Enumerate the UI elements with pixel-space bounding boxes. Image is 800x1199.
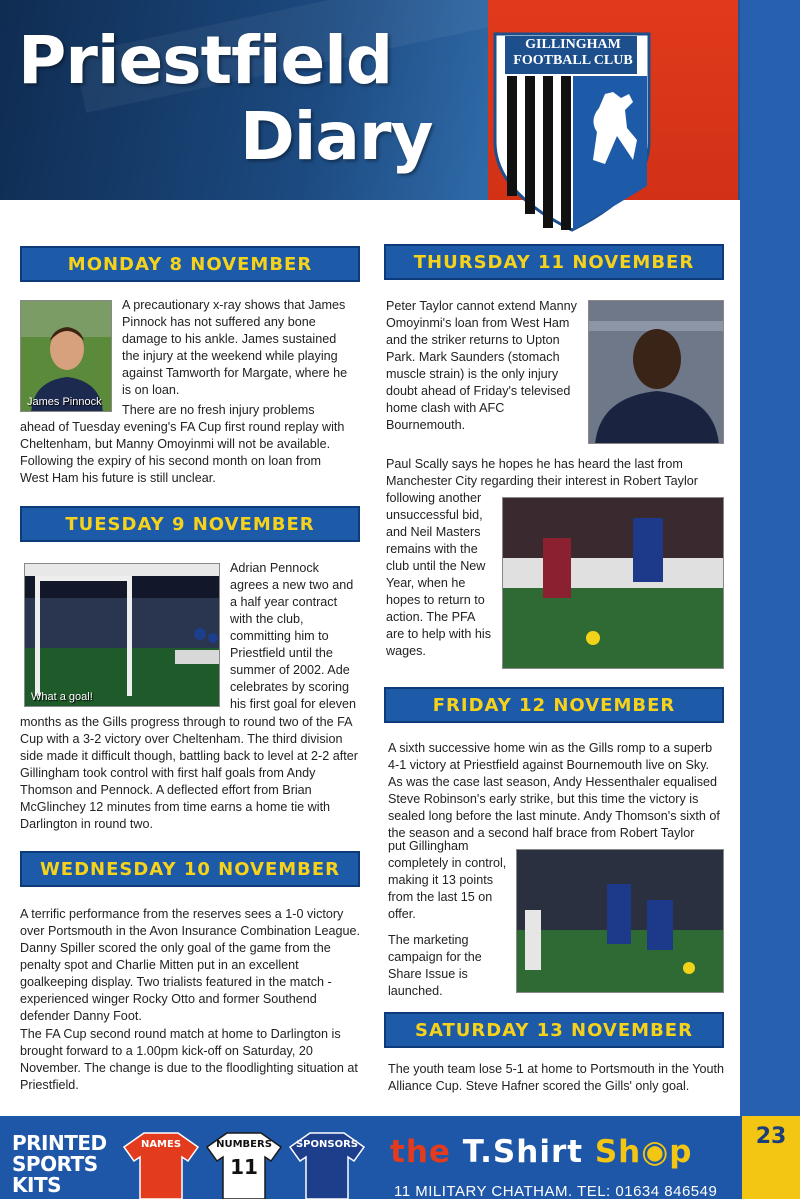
heading-wednesday: WEDNESDAY 10 NOVEMBER <box>20 851 360 887</box>
photo-match-action <box>502 497 724 669</box>
thursday-paragraph-2-side: following another unsuccessful bid, and Neil Masters remains with the club until the New Year, when he hopes to return to action. The PFA are to help with his wages. <box>386 491 492 658</box>
shirt-numbers-label: NUMBERS <box>216 1139 272 1150</box>
match-photo-icon <box>517 850 724 993</box>
shop-tshirt: T.Shirt <box>462 1134 584 1170</box>
page-title-line1: Priestfield <box>18 22 393 99</box>
page-title-line2: Diary <box>240 98 433 175</box>
heading-thursday: THURSDAY 11 NOVEMBER <box>384 244 724 280</box>
monday-paragraph-2: There are no fresh injury problems ahead of Tuesday evening's FA Cup first round replay with Cheltenham, but Manny Omoyinmi will not be available. Following the expiry of his second month on loan from West Ham his future is still unclear. <box>20 403 345 485</box>
kits-line1: PRINTED <box>12 1131 107 1155</box>
crest-line2: FOOTBALL CLUB <box>513 53 633 68</box>
photo-james-pinnock <box>20 300 112 412</box>
wednesday-paragraph-2: The FA Cup second round match at home to Darlington is brought forward to a 1.00pm kick-off on Saturday, 20 November. The change is due to the floodlighting situation at Priestfield. <box>20 1027 358 1092</box>
shop-the: the <box>390 1134 451 1170</box>
match-photo-icon <box>503 498 724 669</box>
thursday-paragraph-2-full: Paul Scally says he hopes he has heard the last from Manchester City regarding their interest in Robert Taylor <box>386 457 698 488</box>
page-number: 23 <box>755 1124 787 1149</box>
printed-sports-kits <box>12 1133 107 1196</box>
heading-friday: FRIDAY 12 NOVEMBER <box>384 687 724 723</box>
thursday-paragraph-1: Peter Taylor cannot extend Manny Omoyinmi's loan from West Ham and the striker returns to Upton Park. Mark Saunders (stomach muscle strain) is the only injury doubt ahead of Friday's televised home clash with AFC Bournemouth. <box>386 299 577 432</box>
wednesday-paragraph-1: A terrific performance from the reserves sees a 1-0 victory over Portsmouth in the Avon Insurance Combination League. Danny Spiller scored the only goal of the game from the penalty spot and Charlie Mitten put in an excellent goalkeeping display. Two trialists featured in the match - experienced winger Rocky Otto and former Southend defender Danny Foot. <box>20 907 361 1023</box>
crest-title <box>506 37 640 69</box>
photo-goal <box>24 563 220 707</box>
shirt-number: 11 <box>230 1155 258 1179</box>
shop-address: 11 MILITARY CHATHAM. TEL: 01634 846549 <box>394 1183 718 1199</box>
kits-line3: KITS <box>12 1173 61 1197</box>
match-photo-icon <box>25 564 220 707</box>
tuesday-paragraph-side: Adrian Pennock agrees a new two and a half year contract with the club, committing him to Priestfield until the summer of 2002. Ade celebrates by scoring his first goal for eleven <box>230 561 356 711</box>
right-sidebar <box>740 0 800 1199</box>
friday-paragraph-1-full: A sixth successive home win as the Gills romp to a superb 4-1 victory at Priestfield against Bournemouth live on Sky. As was the case last season, Andy Hessenthaler equalised Steve Robinson's early strike, but this time the victory is sealed long before the last minute. Andy Thomson's sixth of the season and a second half brace from Robert Taylor <box>388 741 720 840</box>
heading-saturday: SATURDAY 13 NOVEMBER <box>384 1012 724 1048</box>
tshirt-shop-logo <box>390 1134 693 1170</box>
friday-paragraph-1-side: put Gillingham completely in control, making it 13 points from the last 15 on offer. <box>388 839 507 921</box>
shop-shop: Sh◉p <box>594 1134 693 1170</box>
photo-caption: James Pinnock <box>27 396 102 408</box>
heading-tuesday: TUESDAY 9 NOVEMBER <box>20 506 360 542</box>
shirt-names-label: NAMES <box>140 1139 182 1150</box>
monday-paragraph-1: A precautionary x-ray shows that James Pinnock has not suffered any bone damage to his ankle. James sustained the injury at the weekend while playing against Tamworth for Margate, where he is on loan. <box>122 298 348 397</box>
heading-monday: MONDAY 8 NOVEMBER <box>20 246 360 282</box>
photo-manny-omoyinmi <box>588 300 724 444</box>
photo-friday-match <box>516 849 724 993</box>
player-photo-icon <box>589 301 724 444</box>
tuesday-paragraph-full: months as the Gills progress through to round two of the FA Cup with a 3-2 victory over Cheltenham. The third division side made it difficult though, battling back to level at 2-2 after Gillingham took control with first half goals from Andy Thomson and Pennock. A deflected effort from Brian McGlinchey 12 minutes from time earns a home tie with Darlington in round two. <box>20 715 358 831</box>
friday-paragraph-2: The marketing campaign for the Share Issue is launched. <box>388 933 482 998</box>
saturday-paragraph-1: The youth team lose 5-1 at home to Portsmouth in the Youth Alliance Cup. Steve Hafner scored the Gills' only goal. <box>388 1062 725 1093</box>
shirt-sponsors-label: SPONSORS <box>295 1139 358 1150</box>
kits-line2: SPORTS <box>12 1152 98 1176</box>
crest-line1: GILLINGHAM <box>525 37 621 52</box>
photo-caption: What a goal! <box>31 691 93 703</box>
